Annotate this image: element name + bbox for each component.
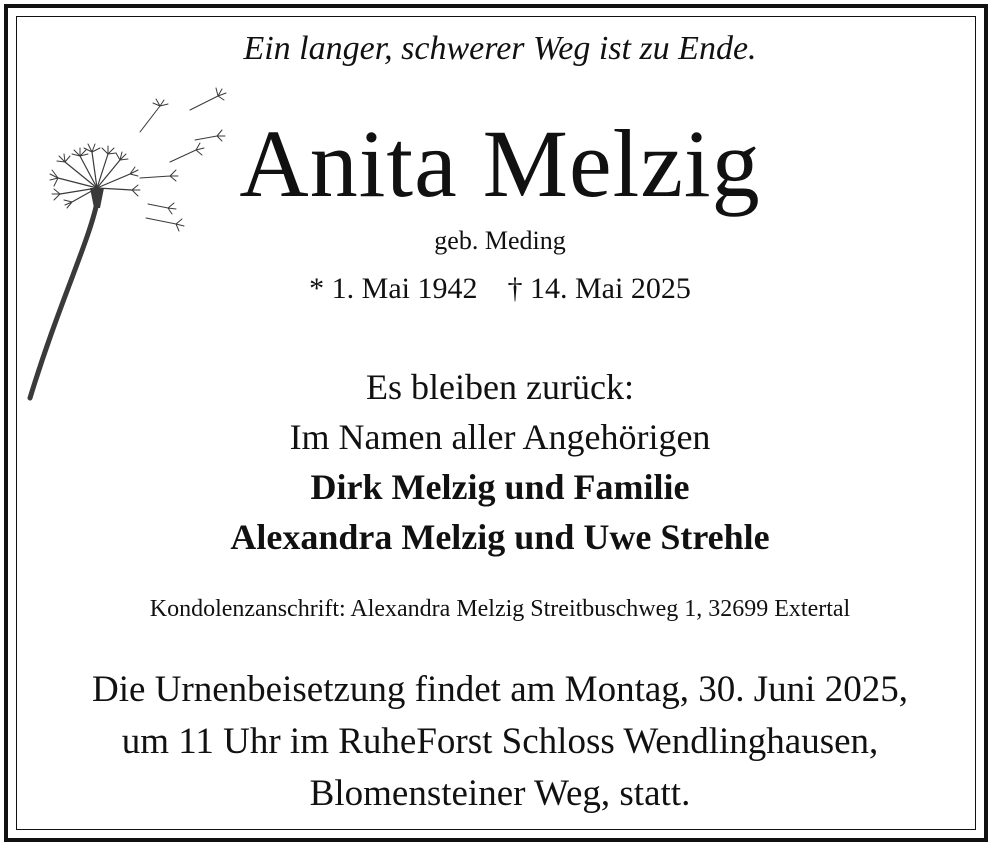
family-name-2: Alexandra Melzig und Uwe Strehle bbox=[230, 517, 770, 557]
family-name-1: Dirk Melzig und Familie bbox=[310, 467, 690, 507]
remaining-heading: Es bleiben zurück: bbox=[366, 367, 634, 407]
deceased-name: Anita Melzig bbox=[239, 110, 761, 217]
birth-date: * 1. Mai 1942 bbox=[309, 272, 478, 305]
funeral-info-line-3: Blomensteiner Weg, statt. bbox=[309, 773, 691, 814]
death-date: † 14. Mai 2025 bbox=[507, 272, 691, 305]
condolence-address: Kondolenzanschrift: Alexandra Melzig Streitbuschweg 1, 32699 Extertal bbox=[149, 596, 851, 622]
funeral-info-line-1: Die Urnenbeisetzung findet am Montag, 30. Juni 2025, bbox=[92, 669, 908, 710]
birth-name: geb. Meding bbox=[434, 226, 566, 255]
life-dates bbox=[0, 272, 1000, 306]
relatives-line: Im Namen aller Angehörigen bbox=[289, 417, 711, 457]
motto: Ein langer, schwerer Weg ist zu Ende. bbox=[243, 30, 757, 67]
funeral-info-line-2: um 11 Uhr im RuheForst Schloss Wendlinghausen, bbox=[121, 721, 879, 762]
